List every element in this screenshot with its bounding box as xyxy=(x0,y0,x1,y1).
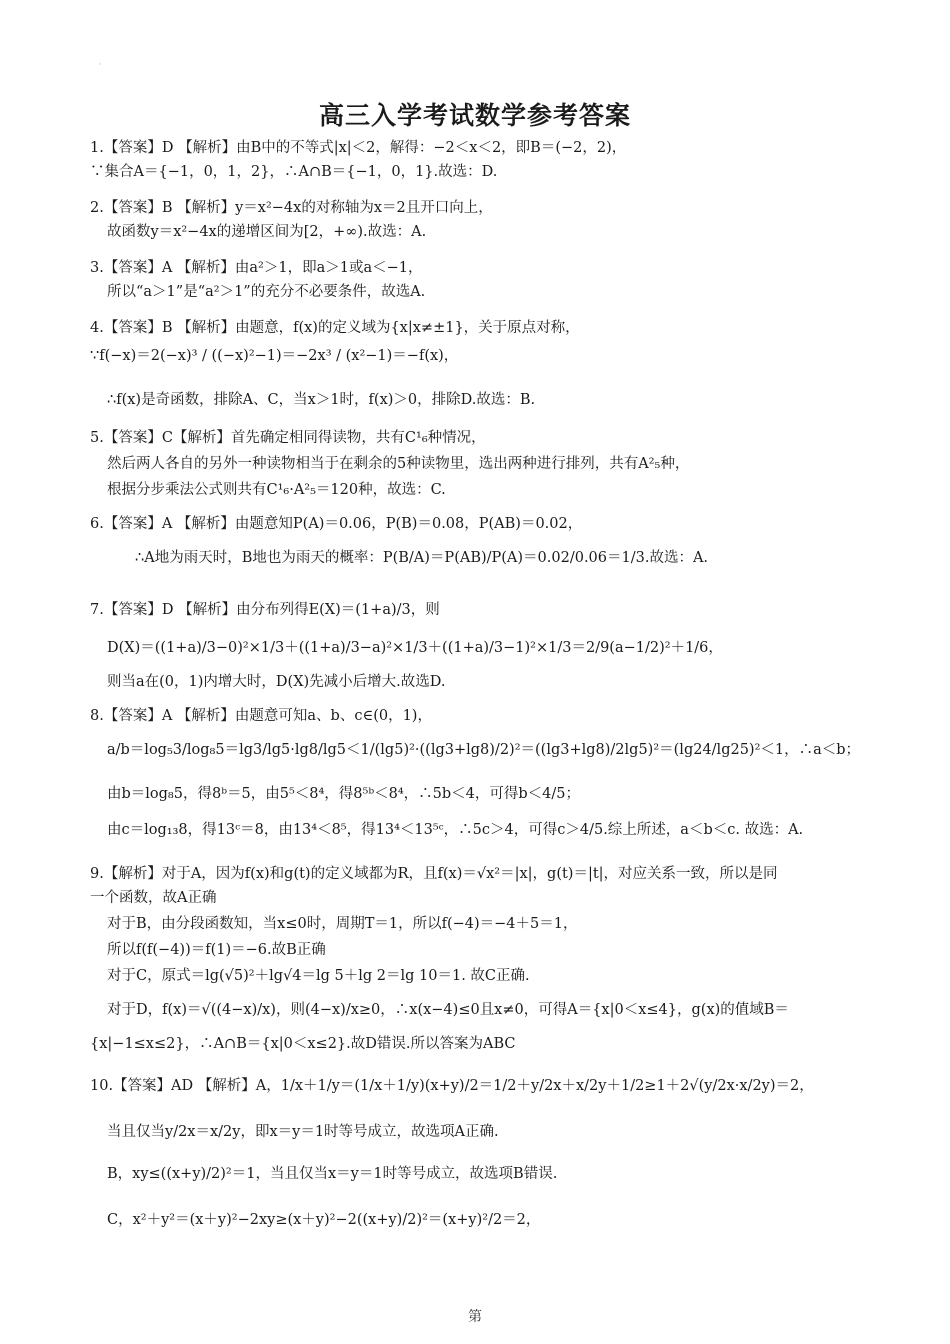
answer-line: 当且仅当y/2x＝x/2y，即x＝y＝1时等号成立，故选项A正确. xyxy=(107,1124,499,1140)
answer-line: 2.【答案】B 【解析】y＝x²−4x的对称轴为x＝2且开口向上， xyxy=(90,200,493,216)
answer-line: ∵集合A＝{−1，0，1，2}，∴A∩B＝{−1，0，1}.故选：D. xyxy=(90,164,498,180)
page-title: 高三入学考试数学参考答案 xyxy=(318,101,631,130)
answer-line: {x|−1≤x≤2}，∴A∩B＝{x|0＜x≤2}.故D错误.所以答案为ABC xyxy=(90,1036,516,1052)
answer-line: 对于C，原式＝lg(√5)²＋lg√4＝lg 5＋lg 2＝lg 10＝1. 故C正确. xyxy=(107,968,530,984)
answer-line: 一个函数，故A正确 xyxy=(90,890,217,906)
answer-line: B，xy≤((x+y)/2)²＝1，当且仅当x＝y＝1时等号成立，故选项B错误. xyxy=(107,1166,558,1182)
answer-line: 1.【答案】D 【解析】由B中的不等式|x|＜2，解得：−2＜x＜2，即B＝(−2，2)， xyxy=(90,140,627,156)
answer-line: 对于B，由分段函数知，当x≤0时，周期T＝1，所以f(−4)＝−4＋5＝1， xyxy=(107,916,578,932)
answer-line: D(X)＝((1+a)/3−0)²×1/3＋((1+a)/3−a)²×1/3＋((1+a)/3−1)²×1/3＝2/9(a−1/2)²＋1/6， xyxy=(107,640,723,656)
answer-line: ∴f(x)是奇函数，排除A、C，当x＞1时，f(x)＞0，排除D.故选：B. xyxy=(107,392,536,408)
answer-line: 9.【解析】对于A，因为f(x)和g(t)的定义域都为R，且f(x)＝√x²＝|x|，g(t)＝|t|，对应关系一致，所以是同 xyxy=(90,866,778,882)
answer-line: 然后两人各自的另外一种读物相当于在剩余的5种读物里，选出两种进行排列，共有A²₅种， xyxy=(107,456,690,472)
answer-line: C，x²＋y²＝(x＋y)²−2xy≥(x＋y)²−2((x+y)/2)²＝(x+y)²/2＝2， xyxy=(107,1212,541,1228)
answer-line: 则当a在(0，1)内增大时，D(X)先减小后增大.故选D. xyxy=(107,674,446,690)
answer-line: 根据分步乘法公式则共有C¹₆·A²₅＝120种，故选：C. xyxy=(107,482,446,498)
answer-line: 6.【答案】A 【解析】由题意知P(A)＝0.06，P(B)＝0.08，P(AB)＝0.02， xyxy=(90,516,583,532)
page-footer: 第 xyxy=(468,1309,482,1325)
answer-line: 对于D，f(x)＝√((4−x)/x)，则(4−x)/x≥0，∴x(x−4)≤0且x≠0，可得A＝{x|0＜x≤4}，g(x)的值域B＝ xyxy=(107,1002,789,1018)
answer-line: 8.【答案】A 【解析】由题意可知a、b、c∈(0，1)， xyxy=(90,708,432,724)
answer-line: 由c＝log₁₃8，得13ᶜ＝8，由13⁴＜8⁵，得13⁴＜13⁵ᶜ，∴5c＞4，可得c＞4/5.综上所述，a＜b＜c. 故选：A. xyxy=(107,822,804,838)
answer-line: 4.【答案】B 【解析】由题意，f(x)的定义域为{x|x≠±1}，关于原点对称， xyxy=(90,320,580,336)
answer-line: 故函数y＝x²−4x的递增区间为[2，+∞).故选：A. xyxy=(107,224,427,240)
answer-line: 所以f(f(−4))＝f(1)＝−6.故B正确 xyxy=(107,942,326,958)
answer-line: 10.【答案】AD 【解析】A，1/x＋1/y＝(1/x＋1/y)(x+y)/2＝1/2＋y/2x＋x/2y＋1/2≥1＋2√(y/2x·x/2y)＝2， xyxy=(90,1078,814,1094)
answer-line: ∴A地为雨天时，B地也为雨天的概率：P(B/A)＝P(AB)/P(A)＝0.02/0.06＝1/3.故选：A. xyxy=(135,550,709,566)
scan-speck: · xyxy=(99,60,102,69)
answer-line: ∵f(−x)＝2(−x)³ / ((−x)²−1)＝−2x³ / (x²−1)＝−f(x)， xyxy=(90,348,459,364)
answer-line: 由b＝log₈5，得8ᵇ＝5，由5⁵＜8⁴，得8⁵ᵇ＜8⁴，∴5b＜4，可得b＜4/5； xyxy=(107,786,581,802)
answer-line: a/b＝log₅3/log₈5＝lg3/lg5·lg8/lg5＜1/(lg5)²·((lg3+lg8)/2)²＝((lg3+lg8)/2lg5)²＝(lg24/lg25)²＜1，∴a＜b； xyxy=(107,742,861,758)
answer-line: 3.【答案】A 【解析】由a²＞1，即a＞1或a＜−1， xyxy=(90,260,423,276)
answer-line: 7.【答案】D 【解析】由分布列得E(X)＝(1+a)/3，则 xyxy=(90,602,440,618)
answer-line: 所以“a＞1”是“a²＞1”的充分不必要条件，故选A. xyxy=(107,284,426,300)
answer-line: 5.【答案】C【解析】首先确定相同得读物，共有C¹₆种情况， xyxy=(90,430,486,446)
